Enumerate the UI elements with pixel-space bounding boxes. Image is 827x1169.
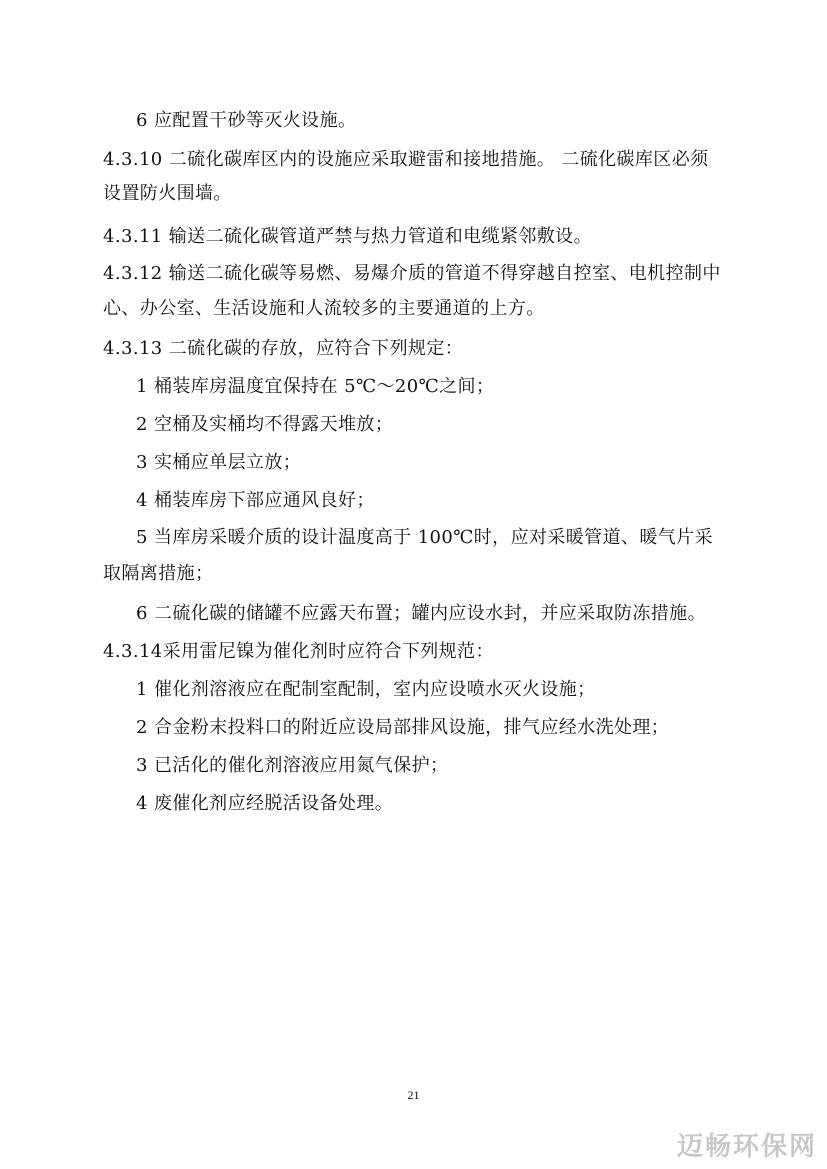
text-line: 4.3.10 二硫化碳库区内的设施应采取避雷和接地措施。 二硫化碳库区必须 [103,149,709,170]
text-line: 4 桶装库房下部应通风良好； [136,490,375,511]
text-line: 4.3.14采用雷尼镍为催化剂时应符合下列规范： [103,641,494,662]
text-line: 4.3.13 二硫化碳的存放，应符合下列规定： [103,338,464,359]
text-line: 设置防火围墙。 [103,183,232,204]
text-line: 6 应配置干砂等灭火设施。 [136,110,357,131]
watermark-logo: 迈畅环保网 [676,1132,817,1162]
page-number: 21 [407,1088,420,1102]
text-line: 4.3.12 输送二硫化碳等易燃、易爆介质的管道不得穿越自控室、电机控制中 [103,263,721,284]
text-line: 2 合金粉末投料口的附近应设局部排风设施，排气应经水洗处理； [136,717,670,738]
text-line: 6 二硫化碳的储罐不应露天布置；罐内应设水封，并应采取防冻措施。 [136,603,706,624]
text-line: 4.3.11 输送二硫化碳管道严禁与热力管道和电缆紧邻敷设。 [103,226,592,247]
text-line: 3 已活化的催化剂溶液应用氮气保护； [136,755,449,776]
text-line: 心、办公室、生活设施和人流较多的主要通道的上方。 [103,298,545,319]
text-line: 2 空桶及实桶均不得露天堆放； [136,414,394,435]
text-line: 4 废催化剂应经脱活设备处理。 [136,793,394,814]
text-line: 1 催化剂溶液应在配制室配制，室内应设喷水灭火设施； [136,679,596,700]
text-line: 1 桶装库房温度宜保持在 5℃～20℃之间； [136,376,495,397]
text-line: 3 实桶应单层立放； [136,452,302,473]
text-line: 取隔离措施； [103,563,214,584]
text-line: 5 当库房采暖介质的设计温度高于 100℃时，应对采暖管道、暖气片采 [136,527,713,548]
